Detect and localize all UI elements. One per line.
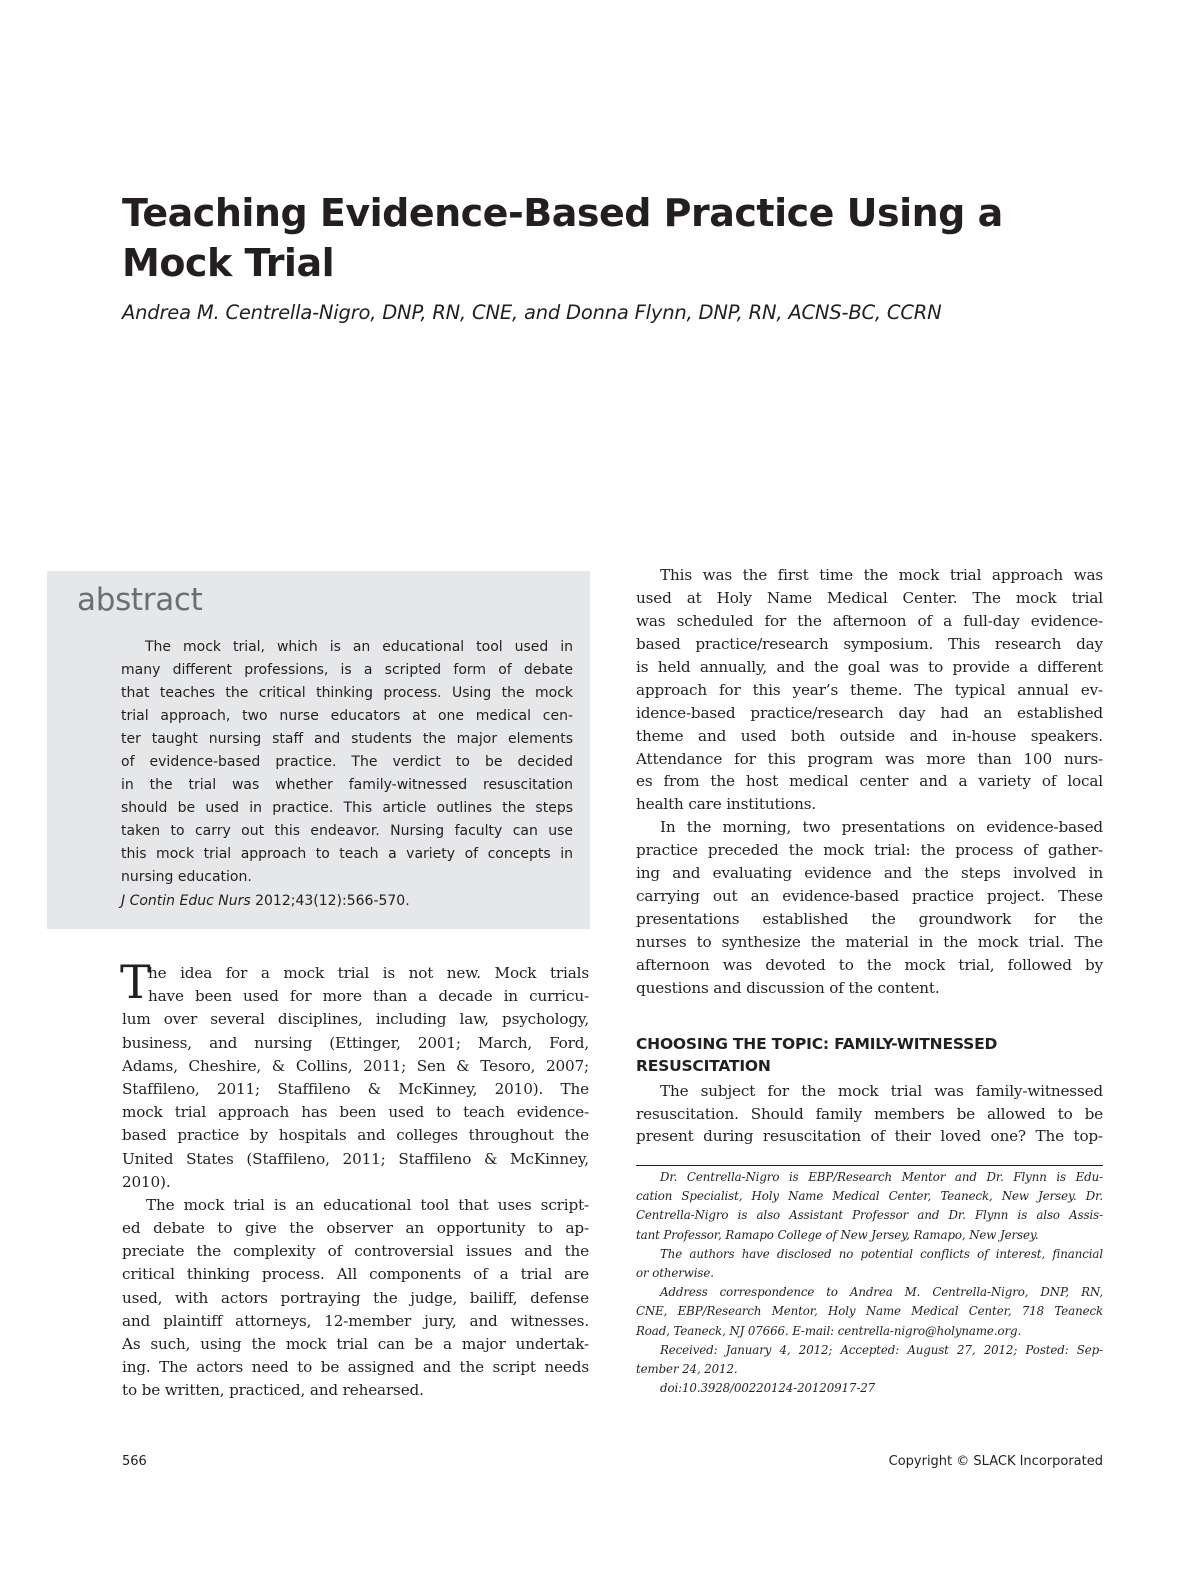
abstract-line: in the trial was whether family-witnessed resuscitation [121, 777, 573, 793]
body-line: resuscitation. Should family members be allowed to be [636, 1104, 1103, 1123]
title-line: Teaching Evidence-Based Practice Using a [122, 191, 1003, 235]
body-line: presentations established the groundwork for the [636, 910, 1103, 929]
left-column [122, 962, 589, 1403]
abstract-line: The mock trial, which is an educational tool used in [145, 639, 573, 655]
footnote-line: Dr. Centrella-Nigro is EBP/Research Mentor and Dr. Flynn is Edu- [660, 1170, 1103, 1184]
footnote-line: CNE, EBP/Research Mentor, Holy Name Medical Center, 718 Teaneck [636, 1304, 1103, 1319]
body-line: idence-based practice/research day had an established [636, 703, 1103, 722]
footnote-line: cation Specialist, Holy Name Medical Center, Teaneck, New Jersey. Dr. [636, 1189, 1103, 1204]
footnote-line: or otherwise. [636, 1265, 714, 1280]
body-line: United States (Staffileno, 2011; Staffileno & McKinney, [122, 1149, 589, 1168]
body-line: based practice by hospitals and colleges throughout the [122, 1126, 589, 1145]
body-line: lum over several disciplines, including law, psychology, [122, 1010, 589, 1029]
body-line: have been used for more than a decade in curricu- [148, 987, 589, 1006]
body-line: In the morning, two presentations on evidence-based [660, 818, 1103, 837]
body-line: is held annually, and the goal was to provide a different [636, 657, 1103, 676]
footnote-line: Received: January 4, 2012; Accepted: August 27, 2012; Posted: Sep- [660, 1342, 1103, 1357]
footnote-line: Road, Teaneck, NJ 07666. E-mail: centrella-nigro@holyname.org. [636, 1323, 1022, 1338]
body-line: ed debate to give the observer an opportunity to ap- [122, 1219, 589, 1238]
footnotes [636, 1168, 1103, 1398]
body-line: As such, using the mock trial can be a major undertak- [122, 1335, 589, 1353]
body-line: used, with actors portraying the judge, bailiff, defense [122, 1288, 589, 1307]
body-line: he idea for a mock trial is not new. Mock trials [148, 964, 589, 982]
body-line: ing. The actors need to be assigned and the script needs [122, 1358, 589, 1377]
body-line: The mock trial is an educational tool that uses script- [146, 1195, 589, 1214]
body-line: This was the first time the mock trial approach was [660, 566, 1103, 584]
body-line: health care institutions. [636, 795, 817, 814]
body-line: to be written, practiced, and rehearsed. [122, 1381, 424, 1400]
abstract-line: ter taught nursing staff and students the major elements [121, 731, 573, 747]
footnote-line: Centrella-Nigro is also Assistant Professor and Dr. Flynn is also Assis- [636, 1208, 1103, 1223]
body-line: present during resuscitation of their loved one? The top- [636, 1127, 1103, 1145]
abstract-line: this mock trial approach to teach a variety of concepts in [121, 846, 573, 862]
body-line: ing and evaluating evidence and the steps involved in [636, 864, 1103, 883]
abstract-heading: abstract [77, 582, 203, 618]
section-heading-line: CHOOSING THE TOPIC: FAMILY-WITNESSED [636, 1035, 998, 1053]
body-line: 2010). [122, 1172, 171, 1191]
right-column [636, 564, 1103, 1000]
right-column-continued [636, 1080, 1103, 1148]
footnote-line: Address correspondence to Andrea M. Centrella-Nigro, DNP, RN, [660, 1285, 1103, 1300]
abstract-line: of evidence-based practice. The verdict to be decided [121, 754, 573, 770]
footnote-line: tant Professor, Ramapo College of New Jersey, Ramapo, New Jersey. [636, 1227, 1039, 1242]
citation-details: 2012;43(12):566-570. [250, 893, 410, 909]
body-line: based practice/research symposium. This research day [636, 634, 1103, 653]
footnote-line: tember 24, 2012. [636, 1361, 738, 1376]
abstract-line: many different professions, is a scripted form of debate [121, 662, 573, 678]
body-line: approach for this year’s theme. The typical annual ev- [636, 680, 1103, 699]
doi: doi:10.3928/00220124-20120917-27 [660, 1381, 876, 1396]
body-line: carrying out an evidence-based practice project. These [636, 887, 1103, 906]
body-line: afternoon was devoted to the mock trial, followed by [636, 955, 1103, 974]
abstract-line: trial approach, two nurse educators at one medical cen- [121, 708, 573, 724]
body-line: questions and discussion of the content. [636, 978, 940, 997]
body-line: mock trial approach has been used to teach evidence- [122, 1103, 589, 1122]
body-line: critical thinking process. All components of a trial are [122, 1265, 589, 1284]
abstract-line: nursing education. [121, 869, 252, 885]
body-line: was scheduled for the afternoon of a full-day evidence- [636, 611, 1103, 630]
copyright-notice: Copyright © SLACK Incorporated [888, 1454, 1103, 1469]
abstract-citation [121, 890, 410, 913]
citation-journal: J Contin Educ Nurs [121, 893, 251, 909]
abstract-line: should be used in practice. This article outlines the steps [121, 800, 573, 816]
footnote-line: The authors have disclosed no potential conflicts of interest, financial [660, 1246, 1103, 1261]
body-line: and plaintiff attorneys, 12-member jury, and witnesses. [122, 1311, 589, 1330]
body-line: used at Holy Name Medical Center. The mock trial [636, 588, 1103, 607]
body-line: Staffileno, 2011; Staffileno & McKinney, 2010). The [122, 1079, 589, 1098]
body-line: Attendance for this program was more than 100 nurs- [636, 749, 1103, 768]
body-line: The subject for the mock trial was family-witnessed [660, 1082, 1103, 1100]
drop-cap: T [120, 955, 151, 1009]
article-authors: Andrea M. Centrella-Nigro, DNP, RN, CNE, and Donna Flynn, DNP, RN, ACNS-BC, CCRN [122, 301, 942, 324]
page-number: 566 [122, 1454, 147, 1469]
abstract-line: taken to carry out this endeavor. Nursing faculty can use [121, 823, 573, 839]
body-line: theme and used both outside and in-house speakers. [636, 726, 1103, 745]
article-title [122, 188, 1122, 288]
section-heading-line: RESUSCITATION [636, 1057, 771, 1075]
section-heading [636, 1033, 1103, 1077]
body-line: es from the host medical center and a variety of local [636, 772, 1103, 791]
title-line: Mock Trial [122, 241, 335, 285]
body-line: nurses to synthesize the material in the mock trial. The [636, 933, 1103, 951]
body-line: practice preceded the mock trial: the process of gather- [636, 841, 1103, 860]
abstract-text [121, 636, 573, 889]
abstract-line: that teaches the critical thinking process. Using the mock [121, 685, 573, 701]
body-line: business, and nursing (Ettinger, 2001; March, Ford, [122, 1033, 589, 1052]
body-line: Adams, Cheshire, & Collins, 2011; Sen & Tesoro, 2007; [122, 1056, 589, 1075]
footnote-rule [636, 1165, 1103, 1166]
body-line: preciate the complexity of controversial issues and the [122, 1242, 589, 1261]
